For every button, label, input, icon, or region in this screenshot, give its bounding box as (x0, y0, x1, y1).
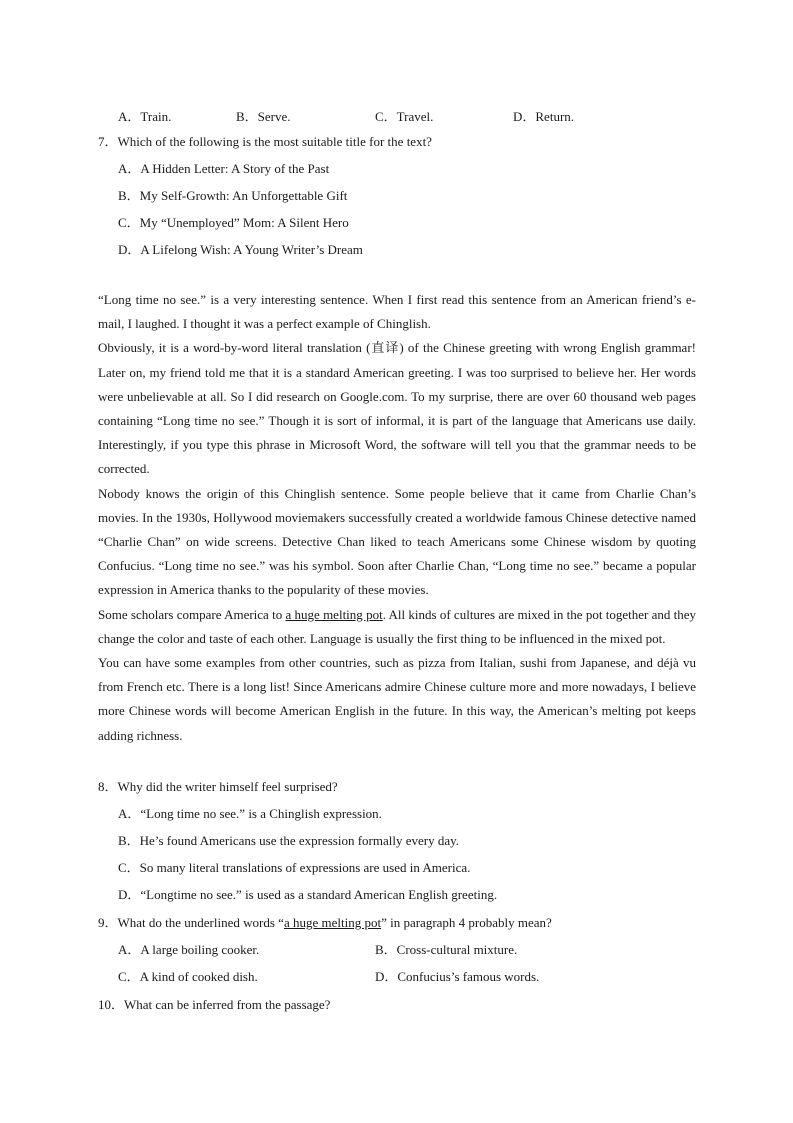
paragraph-2: Obviously, it is a word-by-word literal translation (直译) of the Chinese greeting with wrong English grammar! Later on, my friend told me that it is a standard American greeting. I was too surprised to believe her. Her words were unbelievable at all. So I did research on Google.com. To my surprise, there are over 60 thousand web pages containing “Long time no see.” Though it is sort of informal, it is part of the language that Americans use daily. Interestingly, if you type this phrase in Microsoft Word, the software will tell you that the grammar needs to be corrected. (98, 340, 696, 477)
q9-option-d: D．Confucius’s famous words. (375, 969, 540, 984)
q10-stem: 10．What can be inferred from the passage? (98, 997, 331, 1012)
q6-option-b: B．Serve. (236, 109, 291, 124)
q9-underlined-phrase: a huge melting pot (283, 915, 382, 930)
q9-stem (98, 915, 552, 931)
q7-stem: 7．Which of the following is the most suitable title for the text? (98, 134, 432, 149)
q9-option-b: B．Cross-cultural mixture. (375, 942, 518, 957)
reading-passage (98, 288, 696, 748)
paragraph-4-end: . All kinds of cultures are mixed in the pot together and they change the color and taste of each other. Language is usually the first thing to be influenced in the mixed pot. (98, 606, 696, 646)
paragraph-5: You can have some examples from other countries, such as pizza from Italian, sushi from Japanese, and déjà vu from French etc. There is a long list! Since Americans admire Chinese culture more and more nowadays, I believe more Chinese words will become American English in the future. In this way, the American’s melting pot keeps adding richness. (98, 655, 696, 743)
q6-option-a: A．Train. (118, 109, 172, 124)
paragraph-4 (98, 603, 696, 651)
q8-option-b: B．He’s found Americans use the expression formally every day. (118, 833, 460, 848)
paragraph-4-start: Some scholars compare America to (98, 606, 286, 622)
q8-option-d: D．“Longtime no see.” is used as a standard American English greeting. (118, 887, 498, 902)
q6-option-c: C．Travel. (375, 109, 434, 124)
q8-option-c: C．So many literal translations of expressions are used in America. (118, 860, 471, 875)
paragraph-3: Nobody knows the origin of this Chinglish sentence. Some people believe that it came from Charlie Chan’s movies. In the 1930s, Hollywood moviemakers successfully created a worldwide famous Chinese detective named “Charlie Chan” on wide screens. Detective Chan liked to teach Americans some Chinese wisdom by quoting Confucius. “Long time no see.” was his symbol. Soon after Charlie Chan, “Long time no see.” became a popular expression in America thanks to the popularity of these movies. (98, 485, 696, 598)
q7-option-b: B．My Self-Growth: An Unforgettable Gift (118, 188, 348, 203)
q9-option-c: C．A kind of cooked dish. (118, 969, 258, 984)
q7-option-c: C．My “Unemployed” Mom: A Silent Hero (118, 215, 349, 230)
q8-option-a: A．“Long time no see.” is a Chinglish expression. (118, 806, 382, 821)
q6-option-d: D．Return. (513, 109, 575, 124)
underlined-phrase: a huge melting pot (285, 606, 383, 622)
q8-stem: 8．Why did the writer himself feel surprised? (98, 779, 338, 794)
q9-stem-end: ” in paragraph 4 probably mean? (381, 915, 552, 930)
paragraph-1: “Long time no see.” is a very interesting sentence. When I first read this sentence from an American friend’s e-mail, I laughed. I thought it was a perfect example of Chinglish. (98, 292, 696, 332)
q9-stem-start: 9．What do the underlined words “ (98, 915, 284, 930)
q7-option-a: A．A Hidden Letter: A Story of the Past (118, 161, 330, 176)
q9-option-a: A．A large boiling cooker. (118, 942, 260, 957)
q7-option-d: D．A Lifelong Wish: A Young Writer’s Dream (118, 242, 363, 257)
